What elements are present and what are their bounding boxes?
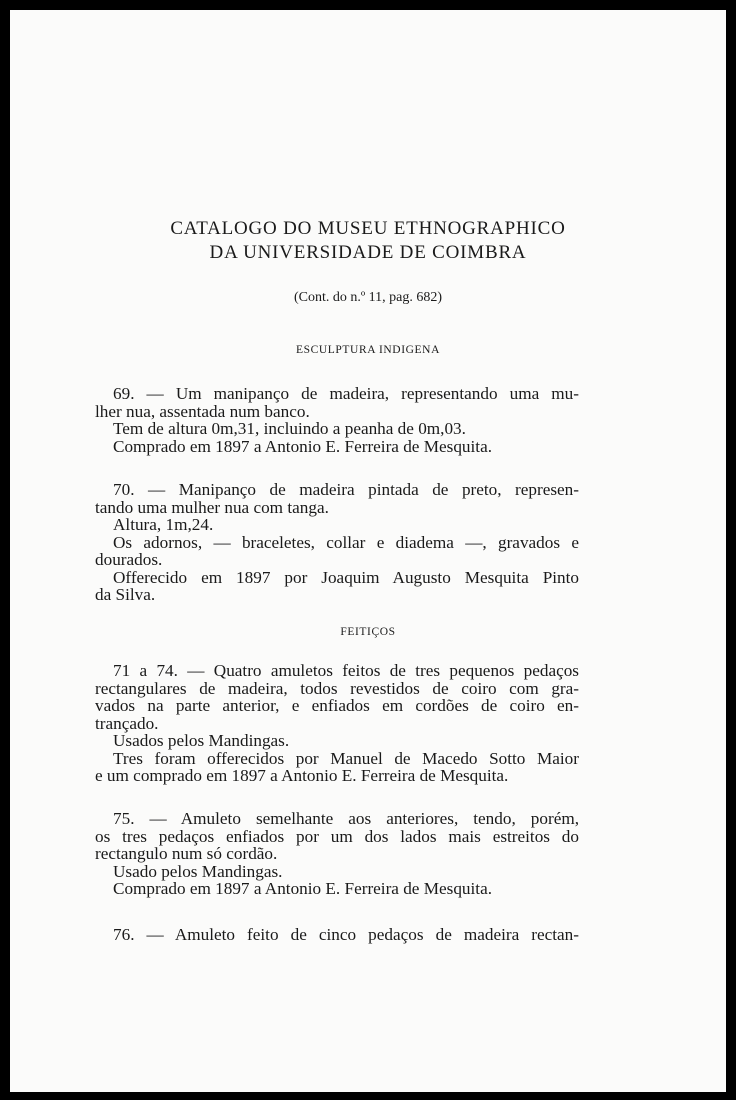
entry-line: Comprado em 1897 a Antonio E. Ferreira de Mesquita. <box>113 436 492 456</box>
catalog-entry-76 <box>95 926 579 944</box>
entry-line: Tem de altura 0m,31, incluindo a peanha de 0m,03. <box>113 419 466 438</box>
entry-line: 76. — Amuleto feito de cinco pedaços de madeira rectan- <box>113 925 579 944</box>
entry-line: vados na parte anterior, e enfiados em cordões de coiro en- <box>95 696 579 715</box>
page-title <box>10 217 726 265</box>
document-page <box>10 10 726 1092</box>
catalog-entry-71-74 <box>95 662 579 785</box>
entry-line: os tres pedaços enfiados por um dos lados mais estreitos do <box>95 826 579 846</box>
entry-line: Tres foram offerecidos por Manuel de Macedo Sotto Maior <box>113 748 579 768</box>
entry-line: 70. — Manipanço de madeira pintada de preto, represen- <box>113 480 579 499</box>
entry-line: 75. — Amuleto semelhante aos anteriores, tendo, porém, <box>113 809 579 828</box>
entry-line: dourados. <box>95 550 163 569</box>
entry-line: Altura, 1m,24. <box>113 515 214 534</box>
entry-line: Offerecido em 1897 por Joaquim Augusto Mesquita Pinto <box>113 567 579 587</box>
catalog-entry-69 <box>95 385 579 455</box>
entry-line: e um comprado em 1897 a Antonio E. Ferreira de Mesquita. <box>95 766 509 785</box>
entry-line: tando uma mulher nua com tanga. <box>95 497 329 517</box>
catalog-entry-70 <box>95 481 579 604</box>
entry-line: 71 a 74. — Quatro amuletos feitos de tres pequenos pedaços <box>113 661 579 680</box>
entry-line: Os adornos, — braceletes, collar e diadema —, gravados e <box>113 532 579 552</box>
entry-line: rectangulares de madeira, todos revestidos de coiro com gra- <box>95 678 579 698</box>
section-heading-fetishes: FEITIÇOS <box>340 626 396 638</box>
entry-line: da Silva. <box>95 585 156 604</box>
catalog-entry-75 <box>95 810 579 898</box>
entry-line: lher nua, assentada num banco. <box>95 401 310 421</box>
section-heading-sculpture: ESCULPTURA INDIGENA <box>296 344 440 356</box>
title-line-2: DA UNIVERSIDADE DE COIMBRA <box>209 242 527 263</box>
entry-line: 69. — Um manipanço de madeira, representando uma mu- <box>113 384 579 403</box>
entry-line: rectangulo num só cordão. <box>95 844 278 863</box>
entry-line: Usados pelos Mandingas. <box>113 731 290 750</box>
entry-line: trançado. <box>95 713 159 733</box>
entry-line: Comprado em 1897 a Antonio E. Ferreira de Mesquita. <box>113 879 492 898</box>
continuation-note: (Cont. do n.º 11, pag. 682) <box>293 290 443 305</box>
title-line-1: CATALOGO DO MUSEU ETHNOGRAPHICO <box>170 218 566 239</box>
entry-line: Usado pelos Mandingas. <box>113 861 283 881</box>
